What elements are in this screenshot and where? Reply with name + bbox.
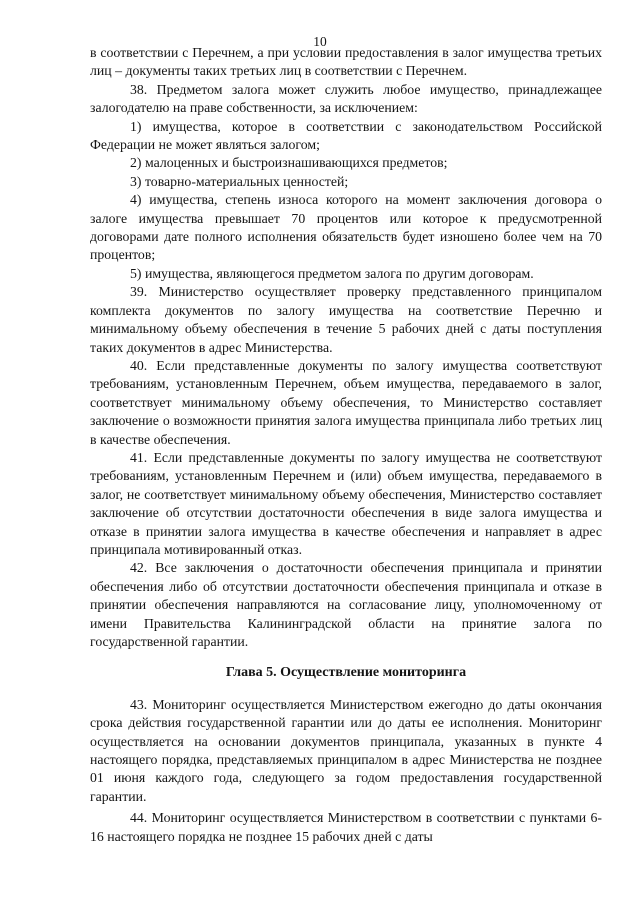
paragraph-41: 41. Если представленные документы по залогу имущества не соответствуют требованиям, установленным Перечнем и (или) объем имущества, передаваемого в залог, не соответствует минимальному объему обеспечения, Министерство составляет заключение об отсутствии достаточности обеспечения в виде залога имущества и отказе в принятии залога имущества в качестве обеспечения и направляет в адрес принципала мотивированный отказ.: [90, 449, 602, 557]
page-number: 10: [313, 34, 327, 49]
chapter-heading: Глава 5. Осуществление мониторинга: [225, 665, 467, 681]
list-item-3: 3) товарно-материальных ценностей;: [130, 173, 349, 189]
document-body: [90, 44, 602, 846]
paragraph-43: 43. Мониторинг осуществляется Министерством ежегодно до даты окончания срока действия государственной гарантии или до даты ее исполнения. Мониторинг осуществляется на основании документов принципала, указанных в пункте 4 настоящего порядка, представляемых принципалом в адрес Министерства не позднее 01 июня каждого года, следующего за годом предоставления государственной гарантии.: [90, 696, 602, 804]
paragraph-39: 39. Министерство осуществляет проверку представленного принципалом комплекта документов по залогу имущества на соответствие Перечню и минимальному объему обеспечения в течение 5 рабочих дней с даты поступления таких документов в адрес Министерства.: [90, 284, 602, 355]
list-item-5: 5) имущества, являющегося предметом залога по другим договорам.: [130, 265, 534, 281]
list-item-2: 2) малоценных и быстроизнашивающихся предметов;: [130, 155, 448, 171]
list-item-4: 4) имущества, степень износа которого на момент заключения договора о залоге имущества превышает 70 процентов или которое к предусмотренной договорами дате полного исполнения обязательств будет изношено более чем на 70 процентов;: [90, 192, 602, 263]
paragraph-40: 40. Если представленные документы по залогу имущества соответствуют требованиям, установленным Перечнем, объем имущества, передаваемого в залог, соответствует минимальному объему обеспечения, то Министерство составляет заключение о возможности принятия залога имущества принципала либо третьих лиц в качестве обеспечения.: [90, 357, 602, 447]
paragraph-38: 38. Предметом залога может служить любое имущество, принадлежащее залогодателю на праве собственности, за исключением:: [90, 81, 602, 116]
list-item-1: 1) имущества, которое в соответствии с законодательством Российской Федерации не может являться залогом;: [90, 118, 602, 153]
paragraph-42: 42. Все заключения о достаточности обеспечения принципала и принятии обеспечения либо об отсутствии достаточности обеспечения принципала и отказе в принятии обеспечения направляются на согласование лицу, уполномоченному от имени Правительства Калининградской области на принятие залога по государственной гарантии.: [90, 560, 602, 649]
paragraph-44: 44. Мониторинг осуществляется Министерством в соответствии с пунктами 6-16 настоящего порядка не позднее 15 рабочих дней с даты: [90, 810, 602, 844]
paragraph-37-continuation: в соответствии с Перечнем, а при условии предоставления в залог имущества третьих лиц – документы таких третьих лиц в соответствии с Перечнем.: [90, 45, 602, 79]
